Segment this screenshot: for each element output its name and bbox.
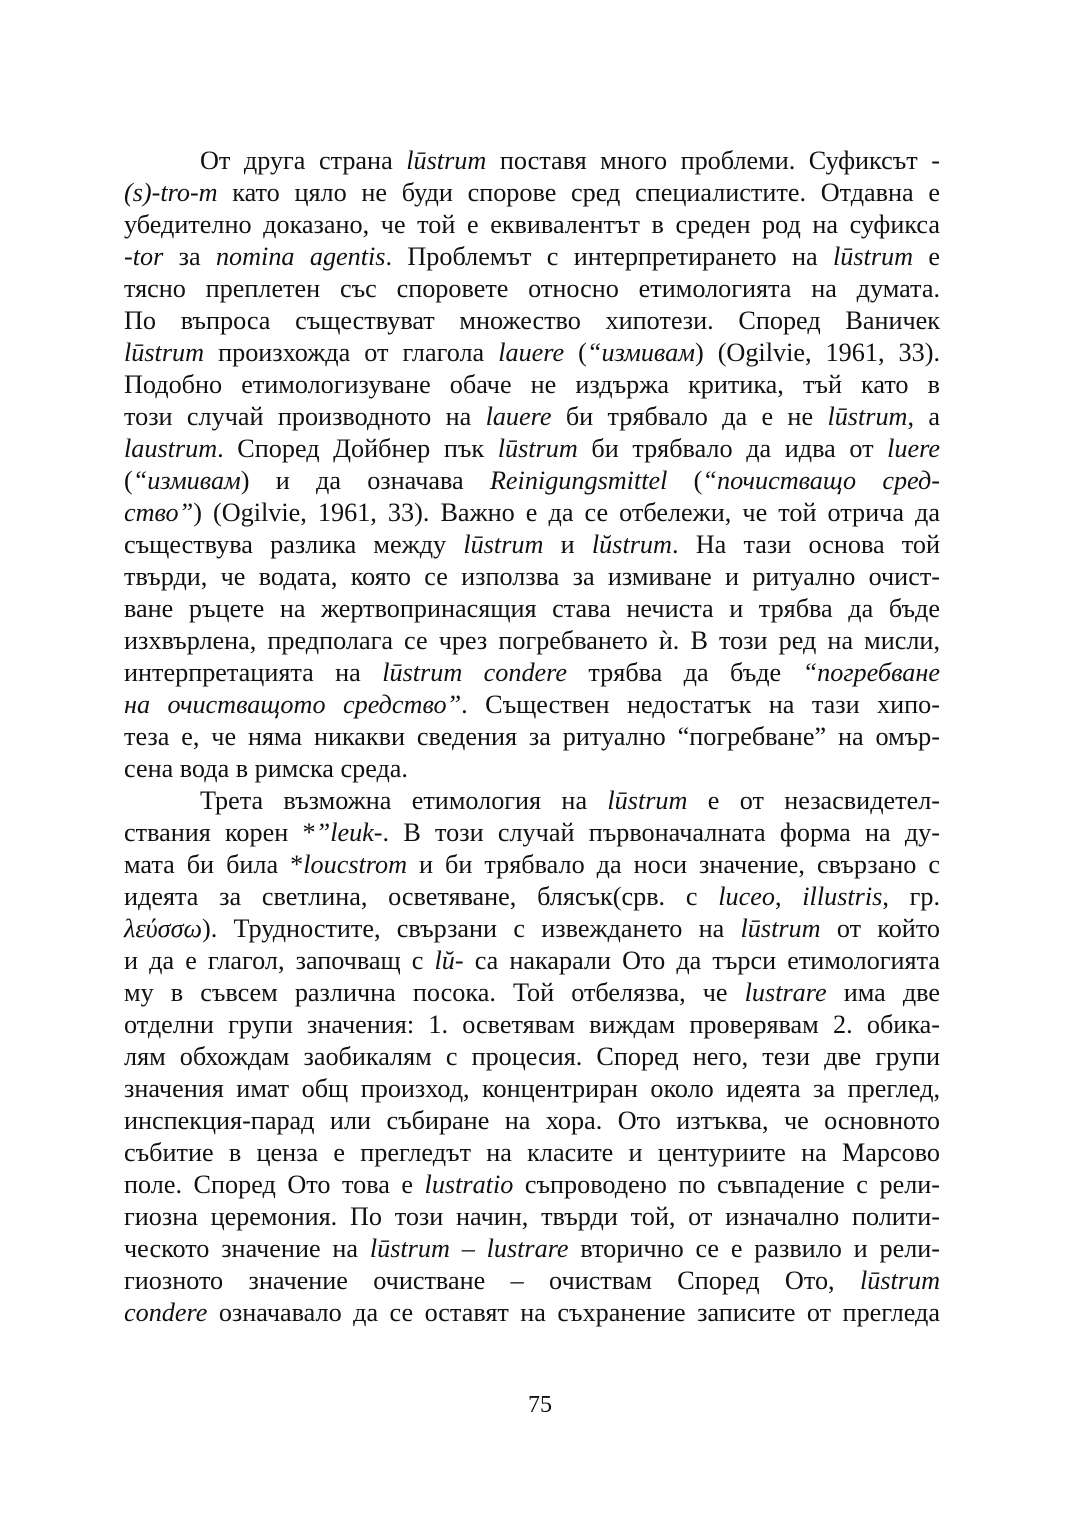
text-line: [124, 273, 940, 305]
text-line: [124, 241, 940, 273]
text-line: [124, 401, 940, 433]
text-line: [124, 529, 940, 561]
text-run: ,: [774, 882, 803, 911]
text-run: . В този случай първоначалната форма на ду-: [382, 818, 940, 847]
italic-term: lūstrum: [607, 786, 688, 815]
italic-term: ”leuk-: [315, 818, 383, 847]
italic-term: “погребване: [802, 658, 940, 687]
italic-term: “измивам: [586, 338, 695, 367]
text-run: Трета възможна етимология на: [200, 786, 608, 815]
text-run: ). Трудностите, свързани с извеждането на: [202, 914, 741, 943]
text-line: [124, 1105, 940, 1137]
italic-term: “измивам: [132, 466, 241, 495]
italic-term: condere: [124, 1298, 208, 1327]
text-line: [124, 625, 940, 657]
text-line: [124, 465, 940, 497]
italic-term: λεύσσω: [124, 914, 202, 943]
text-run: убедително доказано, че той е еквивалентът в среден род на суфикса: [124, 210, 940, 239]
text-line: [124, 1265, 940, 1297]
italic-term: lustrare: [744, 978, 827, 1007]
text-run: , а: [907, 402, 941, 431]
text-line: [124, 1009, 940, 1041]
text-run: Подобно етимологизуване обаче не издържа критика, тъй като в: [124, 370, 940, 399]
text-run: –: [449, 1234, 487, 1263]
text-line: [124, 1233, 940, 1265]
text-line: [124, 689, 940, 721]
text-run: гиозното значение очистване – очиствам Според Ото,: [124, 1266, 860, 1295]
text-run: от който: [820, 914, 940, 943]
text-run: трябва да бъде: [567, 658, 803, 687]
text-run: ) (Ogilvie, 1961, 33).: [694, 338, 940, 367]
text-run: По въпроса съществуват множество хипотези. Според Ваничек: [124, 306, 940, 335]
text-run: твърди, че водата, която се използва за измиване и ритуално очист-: [124, 562, 940, 591]
text-run: вторично се е развило и рели-: [568, 1234, 941, 1263]
text-line: [124, 497, 940, 529]
italic-term: (s)-tro-m: [124, 178, 218, 207]
text-run: произхожда от глагола: [204, 338, 499, 367]
italic-term: illustris: [802, 882, 883, 911]
text-run: (: [667, 466, 703, 495]
italic-term: loucstrom: [303, 850, 408, 879]
italic-term: luceo: [718, 882, 775, 911]
text-run: поле. Според Ото това е: [124, 1170, 425, 1199]
italic-term: lŭstrum: [591, 530, 672, 559]
text-line: [124, 1041, 940, 1073]
text-run: този случай производното на: [124, 402, 486, 431]
text-line: [124, 369, 940, 401]
text-run: теза е, че няма никакви сведения за ритуално “погребване” на омър-: [124, 722, 940, 751]
text-run: - са накарали Ото да търси етимологията: [454, 946, 940, 975]
text-line: [124, 177, 940, 209]
text-run: означавало да се оставят на съхранение записите от прегледа: [207, 1298, 940, 1327]
text-run: сена вода в римска среда.: [124, 754, 408, 783]
italic-term: lūstrum: [827, 402, 908, 431]
italic-term: lustratio: [424, 1170, 514, 1199]
text-run: мата би била *: [124, 850, 304, 879]
text-line: [124, 753, 940, 785]
text-line: [124, 1297, 940, 1329]
text-run: би трябвало да е не: [551, 402, 828, 431]
italic-term: -tor: [124, 242, 164, 271]
text-run: . Съществен недостатък на тази хипо-: [461, 690, 940, 719]
italic-term: lūstrum: [124, 338, 205, 367]
text-run: му в съвсем различна посока. Той отбелязва, че: [124, 978, 745, 1007]
text-run: (: [564, 338, 587, 367]
italic-term: lūstrum: [832, 242, 914, 271]
text-run: и: [543, 530, 592, 559]
text-run: е от незасвидетел-: [687, 786, 940, 815]
text-run: и би трябвало да носи значение, свързано с: [407, 850, 940, 879]
text-run: От друга страна: [200, 146, 407, 175]
text-line: [124, 209, 940, 241]
text-run: поставя много проблеми. Суфиксът -: [486, 146, 940, 175]
text-line: [124, 593, 940, 625]
italic-term: lustrare: [486, 1234, 569, 1263]
text-line: [124, 913, 940, 945]
text-run: би трябвало да идва от: [577, 434, 888, 463]
text-line: [124, 849, 940, 881]
text-line: [124, 1137, 940, 1169]
text-run: гиозна церемония. По този начин, твърди той, от изначално полити-: [124, 1202, 940, 1231]
text-run: интерпретацията на: [124, 658, 383, 687]
text-line: [124, 721, 940, 753]
text-line: [124, 945, 940, 977]
italic-term: на очистващото средство”: [124, 690, 462, 719]
italic-term: Reinigungsmittel: [489, 466, 668, 495]
text-run: ) (Ogilvie, 1961, 33). Важно е да се отбележи, че той отрича да: [193, 498, 940, 527]
italic-term: lauere: [485, 402, 552, 431]
text-line: [124, 977, 940, 1009]
text-line: [124, 433, 940, 465]
text-run: ване ръцете на жертвопринасящия става нечиста и трябва да бъде: [124, 594, 940, 623]
text-line: [124, 817, 940, 849]
text-run: има две: [826, 978, 940, 1007]
text-line: [124, 1073, 940, 1105]
text-line: [124, 785, 940, 817]
text-run: лям обхождам заобикалям с процесия. Според него, тези две групи: [124, 1042, 940, 1071]
text-run: значения имат общ произход, концентриран около идеята за преглед,: [124, 1074, 940, 1103]
body-text: [124, 145, 940, 1329]
text-run: съпроводено по съвпадение с рели-: [513, 1170, 940, 1199]
text-run: изхвърлена, предполага се чрез погребването ѝ. В този ред на мисли,: [124, 626, 940, 655]
italic-term: lūstrum: [740, 914, 821, 943]
italic-term: lauere: [498, 338, 565, 367]
text-run: . Според Дойбнер пък: [217, 434, 498, 463]
italic-term: luere: [887, 434, 940, 463]
text-line: [124, 881, 940, 913]
italic-term: nomina agentis: [215, 242, 386, 271]
text-run: отделни групи значения: 1. осветявам виждам проверявам 2. обика-: [124, 1010, 940, 1039]
italic-term: “почистващо сред-: [702, 466, 940, 495]
text-run: и да е глагол, започващ с: [124, 946, 435, 975]
text-line: [124, 305, 940, 337]
text-run: идеята за светлина, осветяване, блясък(срв. с: [124, 882, 719, 911]
text-run: ствания корен *: [124, 818, 316, 847]
text-line: [124, 1169, 940, 1201]
text-line: [124, 657, 940, 689]
text-run: инспекция-парад или събиране на хора. Ото изтъква, че основното: [124, 1106, 940, 1135]
text-run: (: [124, 466, 133, 495]
text-run: . На тази основа той: [671, 530, 941, 559]
text-line: [124, 1201, 940, 1233]
text-line: [124, 337, 940, 369]
text-run: ) и да означава: [240, 466, 490, 495]
text-run: , гр.: [882, 882, 941, 911]
text-run: съществува разлика между: [124, 530, 464, 559]
italic-term: lūstrum: [859, 1266, 940, 1295]
text-run: като цяло не буди спорове сред специалистите. Отдавна е: [217, 178, 940, 207]
italic-term: lūstrum: [497, 434, 578, 463]
text-line: [124, 561, 940, 593]
text-run: е: [913, 242, 940, 271]
italic-term: lūstrum: [406, 146, 487, 175]
page-number: 75: [528, 1392, 552, 1418]
text-run: ческото значение на: [124, 1234, 370, 1263]
text-run: за: [163, 242, 216, 271]
italic-term: lŭ: [434, 946, 455, 975]
text-line: [124, 145, 940, 177]
italic-term: lūstrum: [463, 530, 544, 559]
text-run: тясно преплетен със споровете относно етимологията на думата.: [124, 274, 940, 303]
italic-term: laustrum: [124, 434, 218, 463]
text-run: . Проблемът с интерпретирането на: [385, 242, 833, 271]
italic-term: lūstrum: [369, 1234, 450, 1263]
italic-term: ство”: [124, 498, 194, 527]
text-run: събитие в ценза е прегледът на класите и центуриите на Марсово: [124, 1138, 940, 1167]
italic-term: lūstrum condere: [382, 658, 568, 687]
